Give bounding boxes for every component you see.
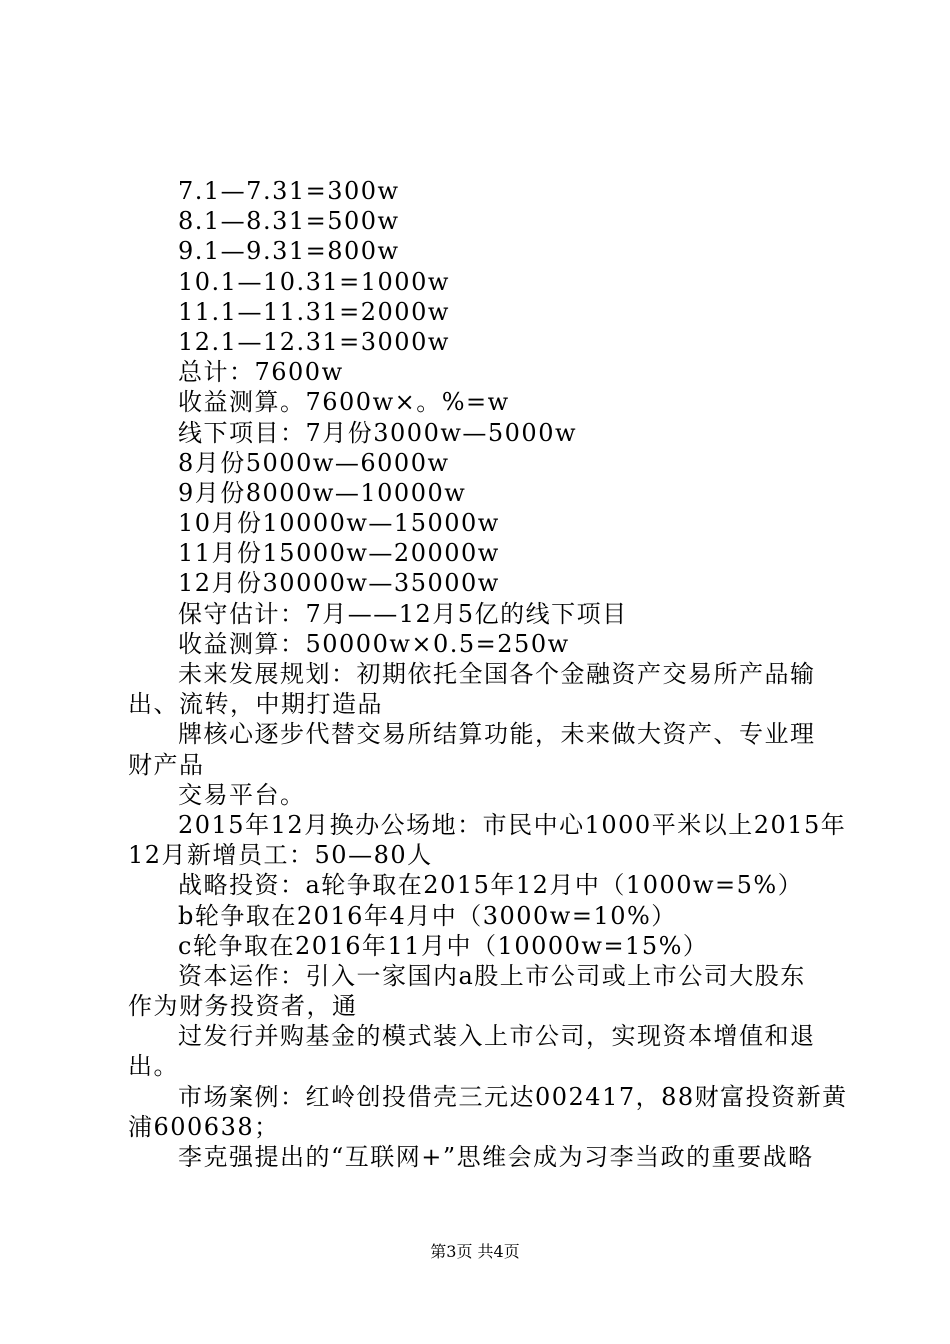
text-line: 牌核心逐步代替交易所结算功能，未来做大资产、专业理 bbox=[178, 720, 816, 749]
text-line: c轮争取在2016年11月中（10000w=15%） bbox=[178, 931, 709, 960]
text-line: 未来发展规划：初期依托全国各个金融资产交易所产品输 bbox=[178, 660, 816, 688]
text-line: 8月份5000w—6000w bbox=[178, 448, 450, 477]
text-line: 总计：7600w bbox=[178, 358, 344, 387]
text-line: 收益测算。7600w×。%=w bbox=[178, 388, 510, 417]
text-line: b轮争取在2016年4月中（3000w=10%） bbox=[178, 901, 677, 930]
text-line: 浦600638； bbox=[128, 1112, 280, 1141]
text-line: 9.1—9.31=800w bbox=[178, 237, 400, 266]
text-line: 保守估计：7月——12月5亿的线下项目 bbox=[178, 599, 628, 628]
text-line: 出、流转，中期打造品 bbox=[128, 690, 383, 719]
text-line: 2015年12月换办公场地：市民中心1000平米以上2015年 bbox=[178, 810, 847, 839]
text-line: 出。 bbox=[128, 1052, 179, 1081]
text-line: 8.1—8.31=500w bbox=[178, 207, 400, 236]
text-line: 9月份8000w—10000w bbox=[178, 478, 467, 507]
text-line: 12月新增员工：50—80人 bbox=[128, 841, 433, 870]
text-line: 市场案例：红岭创投借壳三元达002417，88财富投资新黄 bbox=[178, 1082, 848, 1111]
text-line: 李克强提出的“互联网+”思维会成为习李当政的重要战略 bbox=[178, 1143, 814, 1171]
text-line: 收益测算：50000w×0.5=250w bbox=[178, 629, 570, 658]
text-line: 交易平台。 bbox=[178, 780, 306, 809]
text-line: 12.1—12.31=3000w bbox=[178, 327, 450, 356]
text-line: 战略投资：a轮争取在2015年12月中（1000w=5%） bbox=[178, 871, 804, 900]
text-line: 11月份15000w—20000w bbox=[178, 539, 500, 568]
text-line: 财产品 bbox=[128, 750, 205, 779]
text-line: 12月份30000w—35000w bbox=[178, 569, 500, 598]
document-body bbox=[128, 176, 848, 1172]
text-line: 7.1—7.31=300w bbox=[178, 177, 400, 205]
text-line: 资本运作：引入一家国内a股上市公司或上市公司大股东 bbox=[178, 961, 806, 990]
text-line: 10.1—10.31=1000w bbox=[178, 267, 450, 296]
page-footer: 第3页 共4页 bbox=[430, 1242, 520, 1261]
text-line: 11.1—11.31=2000w bbox=[178, 297, 450, 326]
text-line: 过发行并购基金的模式装入上市公司，实现资本增值和退 bbox=[178, 1022, 816, 1051]
text-line: 线下项目：7月份3000w—5000w bbox=[178, 418, 578, 447]
text-line: 10月份10000w—15000w bbox=[178, 509, 500, 538]
text-line: 作为财务投资者，通 bbox=[128, 992, 358, 1021]
